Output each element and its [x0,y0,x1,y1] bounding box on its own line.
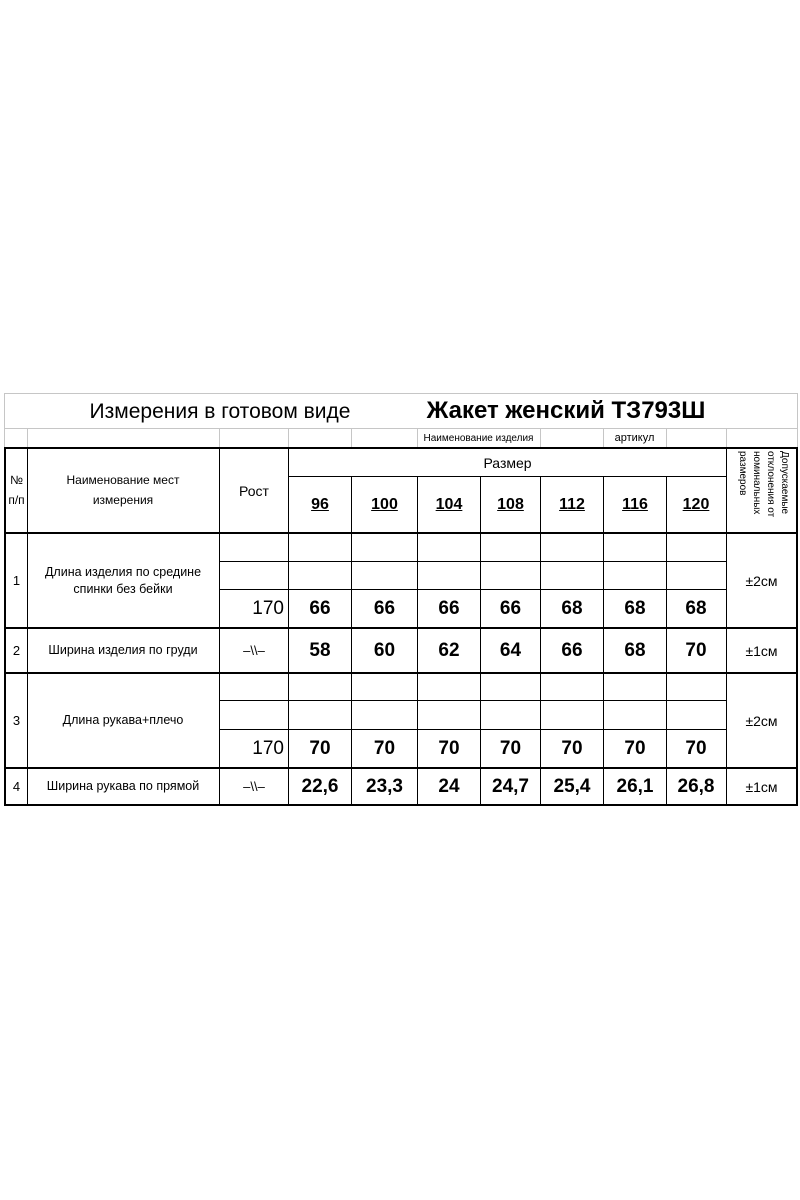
size-header-cell: 116 [622,496,648,513]
row-number: 1 [12,573,21,588]
measurement-value: 66 [309,597,331,619]
article-label: артикул [614,432,655,444]
measurement-value: 66 [499,597,522,619]
tolerance-header-line: номинальных [751,451,762,515]
row-number: 2 [12,643,21,658]
tolerance-value: ±2см [745,572,778,589]
tolerance-header-line: размеров [737,451,748,496]
measurement-value: 70 [561,737,583,759]
tolerance-value: ±2см [745,712,778,729]
header-height: Рост [239,483,269,499]
height-value: 170 [252,737,284,759]
measurement-name: Ширина рукава по прямой [46,779,200,793]
page-title: Измерения в готовом виде [89,400,351,423]
row-number: 3 [12,713,21,728]
measurement-value: 70 [685,737,707,759]
product-title: Жакет женский ТЗ793Ш [426,397,706,424]
size-header-cell: 108 [497,496,524,513]
tolerance-value: ±1см [745,778,778,795]
measurement-value: 60 [373,639,396,661]
measurement-value: 68 [561,597,583,619]
measurement-value: 66 [373,597,396,619]
product-name-label: Наименование изделия [423,432,534,444]
measurement-value: 23,3 [366,775,403,797]
size-header-cell: 120 [682,496,710,513]
height-value: 170 [252,597,284,619]
measurement-value: 62 [438,639,460,661]
measurement-value: 25,4 [553,775,591,797]
measurement-value: 66 [561,639,583,661]
measurement-value: 24,7 [492,775,529,797]
measurement-value: 70 [685,639,707,661]
measurement-value: 70 [373,737,396,759]
measurement-value: 68 [624,597,646,619]
size-header-cell: 104 [435,496,463,513]
measurement-value: 70 [309,737,331,759]
row-number: 4 [12,779,21,794]
measurement-value: 68 [624,639,646,661]
measurement-name: Длина изделия по средине спинки без бейки [44,564,202,596]
measurement-value: 64 [499,639,522,661]
size-header-cell: 112 [559,496,585,513]
measurement-value: 70 [438,737,460,759]
measurement-value: 58 [309,639,331,661]
measurement-name: Длина рукава+плечо [62,713,184,727]
measurement-value: 70 [624,737,646,759]
height-value: –\\– [243,779,265,794]
measurement-value: 26,8 [677,775,715,797]
tolerance-header-line: Допускаемые [779,451,790,515]
header-size: Размер [483,455,532,471]
measurement-value: 26,1 [616,775,654,797]
height-value: –\\– [243,643,265,658]
measurement-name: Ширина изделия по груди [48,643,198,657]
measurement-value: 66 [438,597,460,619]
measurement-value: 68 [685,597,707,619]
header-number: № п/п [8,473,25,507]
measurement-value: 22,6 [301,775,339,797]
tolerance-value: ±1см [745,642,778,659]
header-measurement-name: Наименование мест измерения [66,473,180,507]
size-header-cell: 100 [371,496,398,513]
measurement-value: 24 [438,775,460,797]
tolerance-header-line: отклонения от [765,451,776,518]
measurement-value: 70 [499,737,522,759]
size-header-cell: 96 [311,496,329,513]
